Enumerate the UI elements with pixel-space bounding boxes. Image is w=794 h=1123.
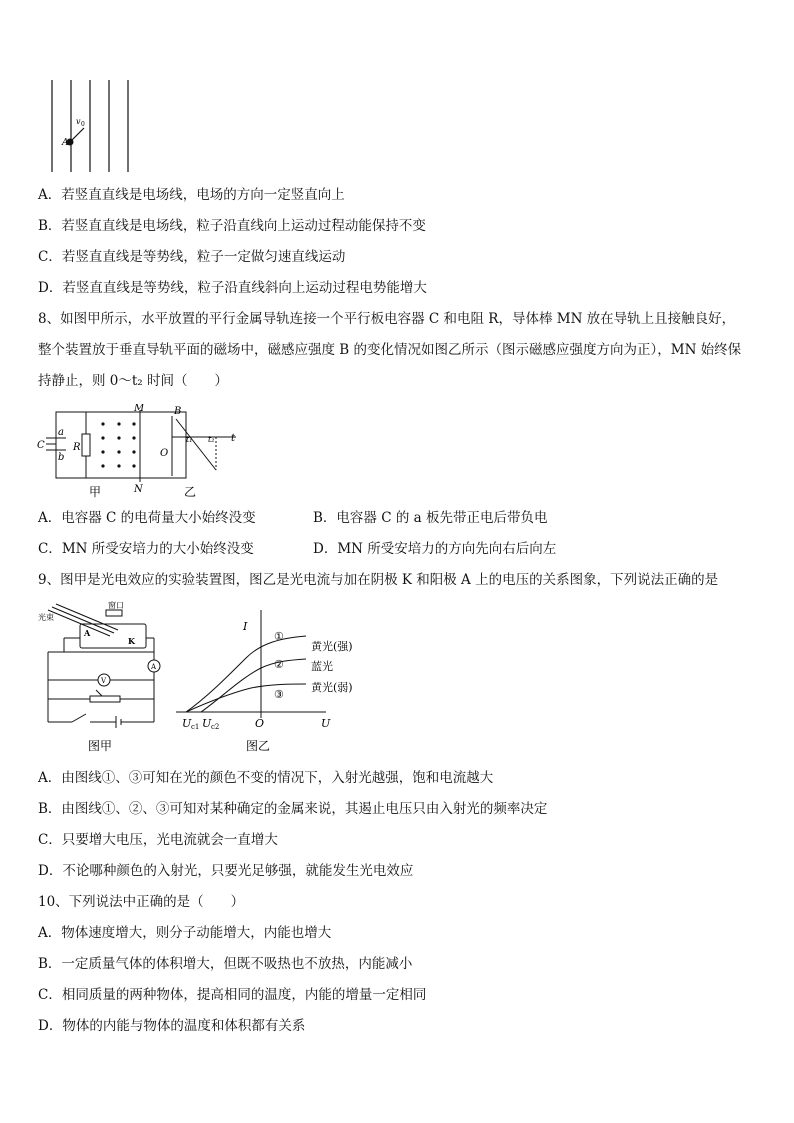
q9-option-c: C．只要增大电压，光电流就会一直增大	[38, 832, 278, 848]
voltmeter-label: V	[101, 677, 107, 685]
curve3-marker: ③	[274, 688, 284, 701]
caption-yi: 乙	[184, 485, 197, 499]
q10-option-a: A．物体速度增大，则分子动能增大，内能也增大	[38, 925, 332, 941]
q8-option-c: C．MN 所受安培力的大小始终没变	[38, 541, 254, 557]
caption-tuyi: 图乙	[246, 739, 271, 753]
curve1-marker: ①	[274, 630, 284, 643]
caption-tujia: 图甲	[88, 739, 113, 753]
origin-O: O	[255, 717, 265, 730]
q8-stem-line3: 持静止，则 0～t₂ 时间（ ）	[38, 373, 229, 389]
label-t1: t₁	[186, 435, 193, 444]
q8-option-d: D．MN 所受安培力的方向先向右后向左	[313, 541, 557, 557]
uc2-sub: c2	[211, 723, 220, 731]
label-t: t	[231, 433, 236, 444]
q10-option-b: B．一定质量气体的体积增大，但既不吸热也不放热，内能减小	[38, 956, 413, 972]
label-N: N	[134, 484, 143, 495]
axis-U: U	[321, 717, 331, 730]
q10-option-d: D．物体的内能与物体的温度和体积都有关系	[38, 1018, 306, 1034]
label-M: M	[134, 404, 145, 414]
label-R: R	[73, 442, 81, 453]
label-O: O	[160, 448, 169, 459]
label-b: b	[58, 452, 65, 463]
cathode-label: K	[128, 636, 135, 646]
window-label: 窗口	[108, 601, 124, 610]
caption-jia: 甲	[89, 485, 102, 499]
label-t2: t₂	[208, 435, 215, 444]
q8-stem-line2: 整个装置放于垂直导轨平面的磁场中，磁感应强度 B 的变化情况如图乙所示（图示磁感应强度方向为正），MN 始终保	[38, 342, 742, 358]
q8-stem-line1: 8、如图甲所示，水平放置的平行金属导轨连接一个平行板电容器 C 和电阻 R，导体棒 MN 放在导轨上且接触良好，	[38, 311, 736, 327]
curve2-marker: ②	[274, 658, 284, 671]
curve3-label: 黄光(弱)	[311, 681, 353, 694]
uc2-label: U	[202, 717, 212, 730]
beam-label: 光束	[38, 613, 54, 622]
q8-option-a: A．电容器 C 的电荷量大小始终没变	[38, 510, 256, 526]
uc1-label: U	[182, 717, 192, 730]
velocity-label: v	[76, 117, 81, 126]
q9-stem: 9、图甲是光电效应的实验装置图，图乙是光电流与加在阴极 K 和阳极 A 上的电压的关系图象，下列说法正确的是	[38, 572, 719, 588]
q8-figure	[36, 404, 256, 500]
q7-option-a: A．若竖直直线是电场线，电场的方向一定竖直向上	[38, 187, 345, 203]
q9-figure	[36, 598, 356, 754]
label-C: C	[37, 440, 45, 451]
label-a: a	[58, 427, 64, 438]
curve2-label: 蓝光	[311, 660, 333, 673]
q9-option-d: D．不论哪种颜色的入射光，只要光足够强，就能发生光电效应	[38, 863, 414, 879]
q7-option-d: D．若竖直直线是等势线，粒子沿直线斜向上运动过程电势能增大	[38, 280, 427, 296]
ammeter-label: A	[151, 663, 157, 671]
axis-I: I	[243, 620, 248, 633]
q7-option-b: B．若竖直直线是电场线，粒子沿直线向上运动过程动能保持不变	[38, 218, 426, 234]
uc1-sub: c1	[191, 723, 200, 731]
q9-option-a: A．由图线①、③可知在光的颜色不变的情况下，入射光越强，饱和电流越大	[38, 770, 494, 786]
q10-option-c: C．相同质量的两种物体，提高相同的温度，内能的增量一定相同	[38, 987, 427, 1003]
particle-label: A	[62, 138, 69, 148]
velocity-sub: 0	[81, 121, 85, 128]
anode-label: A	[84, 628, 91, 638]
q7-figure	[50, 78, 140, 174]
label-B: B	[174, 406, 182, 417]
q8-option-b: B．电容器 C 的 a 板先带正电后带负电	[313, 510, 548, 526]
q10-stem: 10、下列说法中正确的是（ ）	[38, 894, 245, 910]
curve1-label: 黄光(强)	[311, 640, 353, 653]
q7-option-c: C．若竖直直线是等势线，粒子一定做匀速直线运动	[38, 249, 346, 265]
q9-option-b: B．由图线①、②、③可知对某种确定的金属来说，其遏止电压只由入射光的频率决定	[38, 801, 548, 817]
